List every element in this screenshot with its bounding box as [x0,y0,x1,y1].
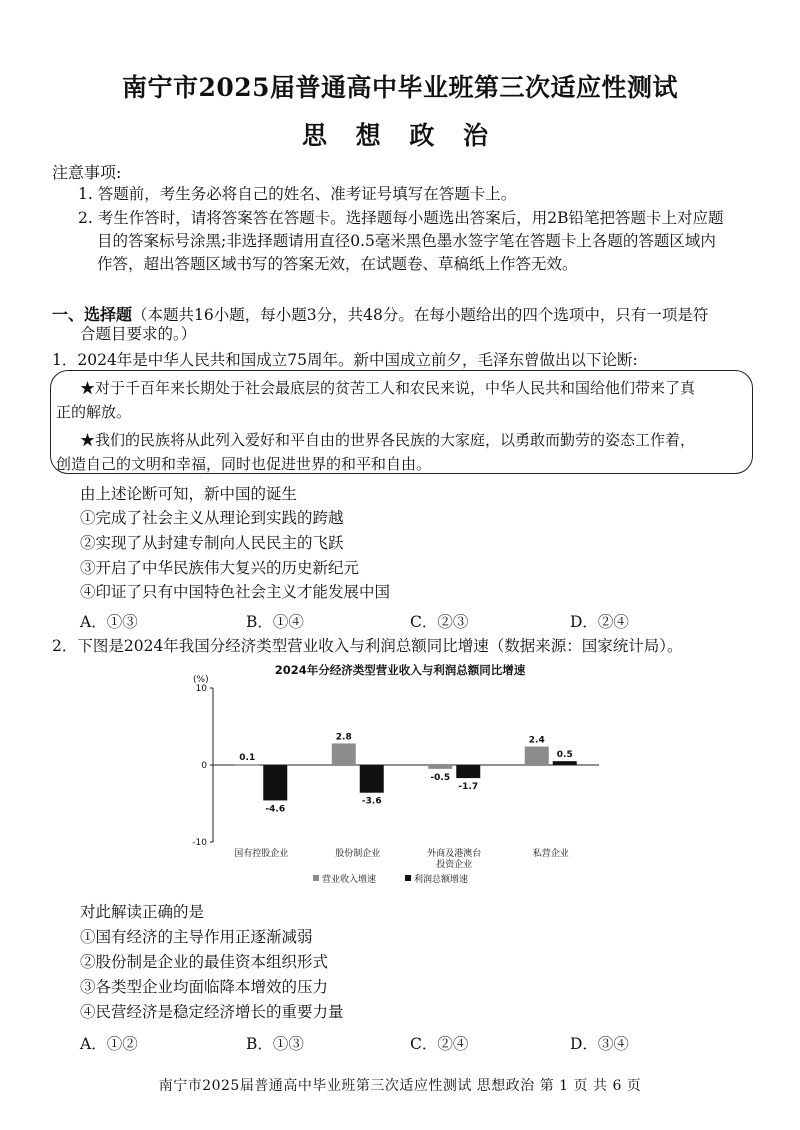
growth-chart-svg [185,658,615,893]
q2-item: ①国有经济的主导作用正逐渐减弱 [80,928,313,946]
q2-lead: 对此解读正确的是 [80,903,205,921]
data-label: 2.8 [335,732,352,743]
q1-stem: 1．2024年是中华人民共和国成立75周年。新中国成立前夕，毛泽东曾做出以下论断: [52,351,638,369]
q2-option-a: A．①② [80,1035,138,1053]
y-tick-label: 0 [201,761,207,771]
data-label: 0.1 [239,753,256,764]
q2-item: ④民营经济是稳定经济增长的重要力量 [80,1003,344,1021]
category-label: 投资企业 [436,860,473,870]
q1-option-d: D．②④ [570,613,629,631]
q1-quote-line: 创造自己的文明和幸福，同时也促进世界的和平和自由。 [56,455,432,473]
section-desc-cont: 合题目要求的。） [80,325,197,343]
legend-label: 利润总额增速 [414,875,469,885]
subject-title: 思 想 政 治 [301,121,499,150]
notice-item: 1. 答题前，考生务必将自己的姓名、准考证号填写在答题卡上。 [78,185,517,203]
data-label: -4.6 [265,804,286,815]
data-label: 0.5 [556,750,573,761]
data-label: -1.7 [458,782,479,793]
chart-title: 2024年分经济类型营业收入与利润总额同比增速 [274,663,526,677]
section-label: 一、选择题 [52,305,133,324]
q1-quote-line: ★我们的民族将从此列入爱好和平自由的世界各民族的大家庭，以勇敢而勤劳的姿态工作着， [80,431,696,449]
q1-item: ①完成了社会主义从理论到实践的跨越 [80,509,344,527]
data-label: -3.6 [361,796,382,807]
q2-stem: 2．下图是2024年我国分经济类型营业收入与利润总额同比增速（数据来源：国家统计局）。 [52,637,683,655]
data-label: -0.5 [430,772,451,783]
q1-option-a: A．①③ [80,613,138,631]
y-axis-label: (%) [193,675,209,685]
q1-option-c: C．②③ [410,613,469,631]
q2-item: ③各类型企业均面临降本增效的压力 [80,978,329,996]
section-desc: （本题共16小题，每小题3分，共48分。在每小题给出的四个选项中，只有一项是符 [132,306,709,324]
legend-swatch [313,875,319,881]
growth-chart [185,658,615,893]
category-label: 股份制企业 [335,849,381,859]
q1-option-b: B．①④ [246,613,304,631]
exam-title: 南宁市2025届普通高中毕业班第三次适应性测试 [121,73,679,102]
bar-revenue [525,747,549,765]
bar-revenue [235,764,259,766]
q2-option-d: D．③④ [570,1035,629,1053]
section-heading [52,302,708,325]
data-label: 2.4 [528,735,545,746]
q1-quote-line: ★对于千百年来长期处于社会最底层的贫苦工人和农民来说，中华人民共和国给他们带来了真 [80,379,696,397]
q1-item: ②实现了从封建专制向人民民主的飞跃 [80,534,344,552]
category-label: 私营企业 [532,849,569,859]
q1-quote-line: 正的解放。 [56,403,132,421]
bar-revenue [428,765,452,769]
q1-item: ④印证了只有中国特色社会主义才能发展中国 [80,583,391,601]
notice-item: 2. 考生作答时，请将答案答在答题卡。选择题每小题选出答案后，用2B铅笔把答题卡上对应题 [78,209,724,227]
bar-profit [456,765,480,778]
q2-option-b: B．①③ [246,1035,304,1053]
bar-profit [263,765,287,800]
legend-label: 营业收入增速 [322,875,377,885]
category-label: 国有控股企业 [234,849,289,859]
notice-heading: 注意事项: [52,163,122,182]
bar-profit [360,765,384,793]
q2-option-c: C．②④ [410,1035,469,1053]
notice-item: 作答，超出答题区域书写的答案无效，在试题卷、草稿纸上作答无效。 [97,255,578,273]
y-tick-label: -10 [192,838,207,848]
notice-item: 目的答案标号涂黑;非选择题请用直径0.5毫米黑色墨水签字笔在答题卡上各题的答题区域内 [97,232,716,250]
category-label: 外商及港澳台 [427,849,482,859]
bar-profit [553,761,577,765]
q1-lead: 由上述论断可知，新中国的诞生 [80,485,298,503]
q2-item: ②股份制是企业的最佳资本组织形式 [80,953,329,971]
legend-swatch [405,875,411,881]
page-footer: 南宁市2025届普通高中毕业班第三次适应性测试 思想政治 第 1 页 共 6 页 [158,1078,642,1094]
q1-item: ③开启了中华民族伟大复兴的历史新纪元 [80,559,360,577]
bar-revenue [332,743,356,765]
y-tick-label: 10 [195,684,207,694]
